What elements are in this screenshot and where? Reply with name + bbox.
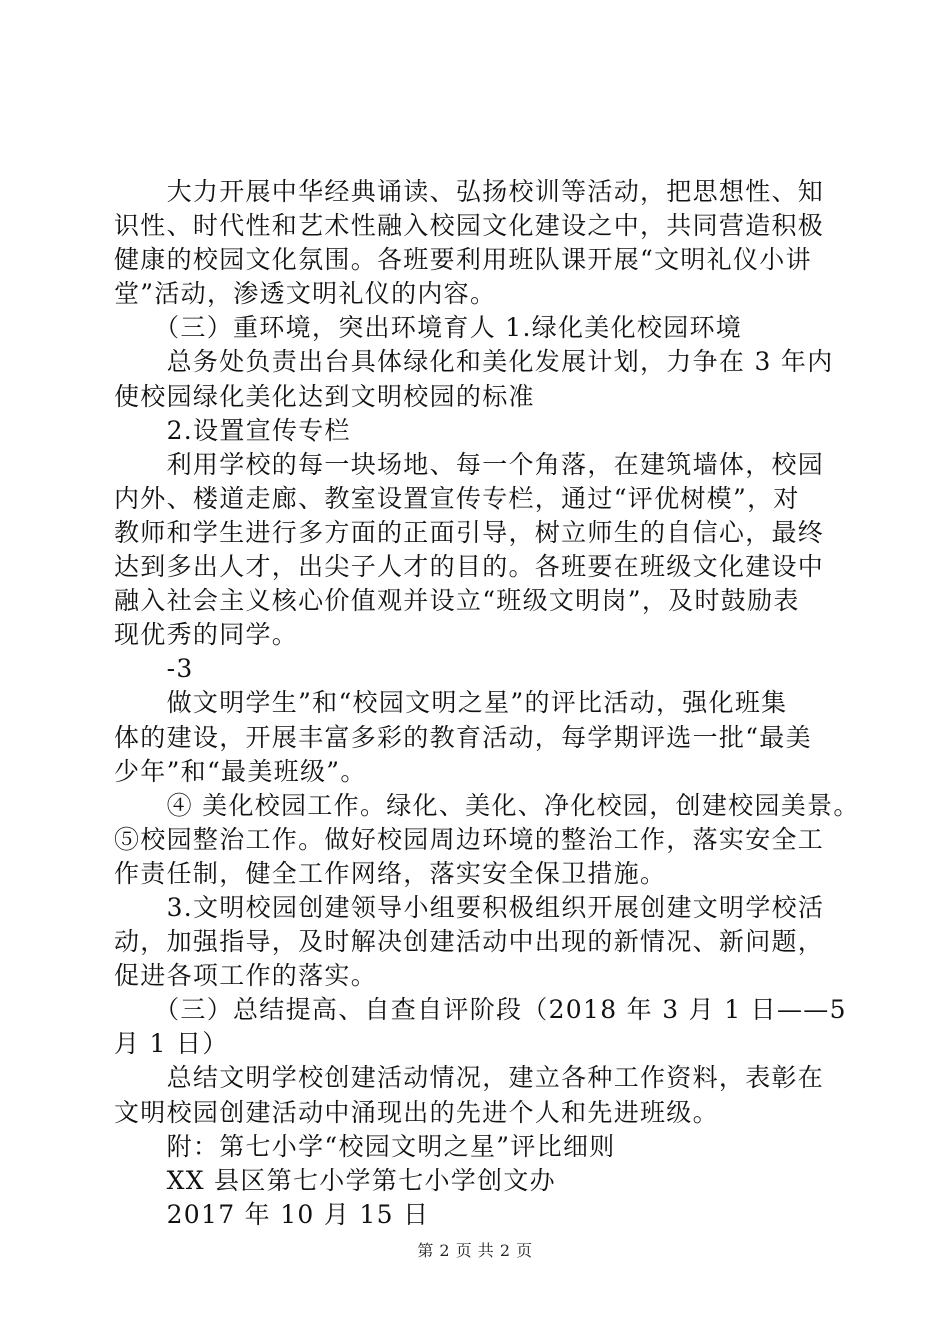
text-line: 3.文明校园创建领导小组要积极组织开展创建文明学校活: [114, 892, 825, 922]
subsection-heading: 2.设置宣传专栏: [114, 415, 351, 445]
text-line: 健康的校园文化氛围。各班要利用班队课开展“文明礼仪小讲: [114, 245, 812, 275]
text-line: ⑤校园整治工作。做好校园周边环境的整治工作，落实安全工: [114, 824, 825, 854]
text-line: ④ 美化校园工作。绿化、美化、净化校园，创建校园美景。: [114, 790, 860, 820]
text-line: 少年”和“最美班级”。: [114, 756, 367, 786]
text-line: 使校园绿化美化达到文明校园的标准: [114, 381, 535, 411]
text-line: 文明校园创建活动中涌现出的先进个人和先进班级。: [114, 1097, 719, 1127]
signature-organization: XX 县区第七小学第七小学创文办: [114, 1165, 556, 1195]
text-line: 月 1 日）: [114, 1029, 229, 1059]
section-heading: （三）总结提高、自查自评阶段（2018 年 3 月 1 日——5: [114, 995, 847, 1025]
text-line: 利用学校的每一块场地、每一个角落，在建筑墙体，校园: [114, 449, 825, 479]
text-line: 总务处负责出台具体绿化和美化发展计划，力争在 3 年内: [114, 347, 834, 377]
text-line: 体的建设，开展丰富多彩的教育活动，每学期评选一批“最美: [114, 722, 812, 752]
text-line: 作责任制，健全工作网络，落实安全保卫措施。: [114, 858, 667, 888]
page-footer: 第 2 页 共 2 页: [417, 1241, 533, 1260]
text-line: 识性、时代性和艺术性融入校园文化建设之中，共同营造积极: [114, 211, 825, 241]
text-line: 做文明学生”和“校园文明之星”的评比活动，强化班集: [114, 688, 788, 718]
text-line: 大力开展中华经典诵读、弘扬校训等活动，把思想性、知: [114, 177, 825, 206]
text-line: 堂”活动，渗透文明礼仪的内容。: [114, 279, 497, 309]
signature-date: 2017 年 10 月 15 日: [114, 1199, 430, 1229]
page-marker: -3: [114, 654, 194, 684]
section-heading: （三）重环境，突出环境育人 1.绿化美化校园环境: [114, 313, 743, 343]
attachment-note: 附：第七小学“校园文明之星”评比细则: [114, 1131, 616, 1161]
text-line: 动，加强指导，及时解决创建活动中出现的新情况、新问题，: [114, 927, 825, 957]
text-line: 达到多出人才，出尖子人才的目的。各班要在班级文化建设中: [114, 552, 825, 582]
document-body: [114, 175, 860, 1232]
text-line: 促进各项工作的落实。: [114, 961, 378, 991]
text-line: 融入社会主义核心价值观并设立“班级文明岗”，及时鼓励表: [114, 586, 800, 616]
text-line: 现优秀的同学。: [114, 620, 299, 650]
text-line: 教师和学生进行多方面的正面引导，树立师生的自信心，最终: [114, 517, 825, 547]
text-line: 总结文明学校创建活动情况，建立各种工作资料，表彰在: [114, 1063, 825, 1093]
text-line: 内外、楼道走廊、教室设置宣传专栏，通过“评优树模”，对: [114, 483, 800, 513]
